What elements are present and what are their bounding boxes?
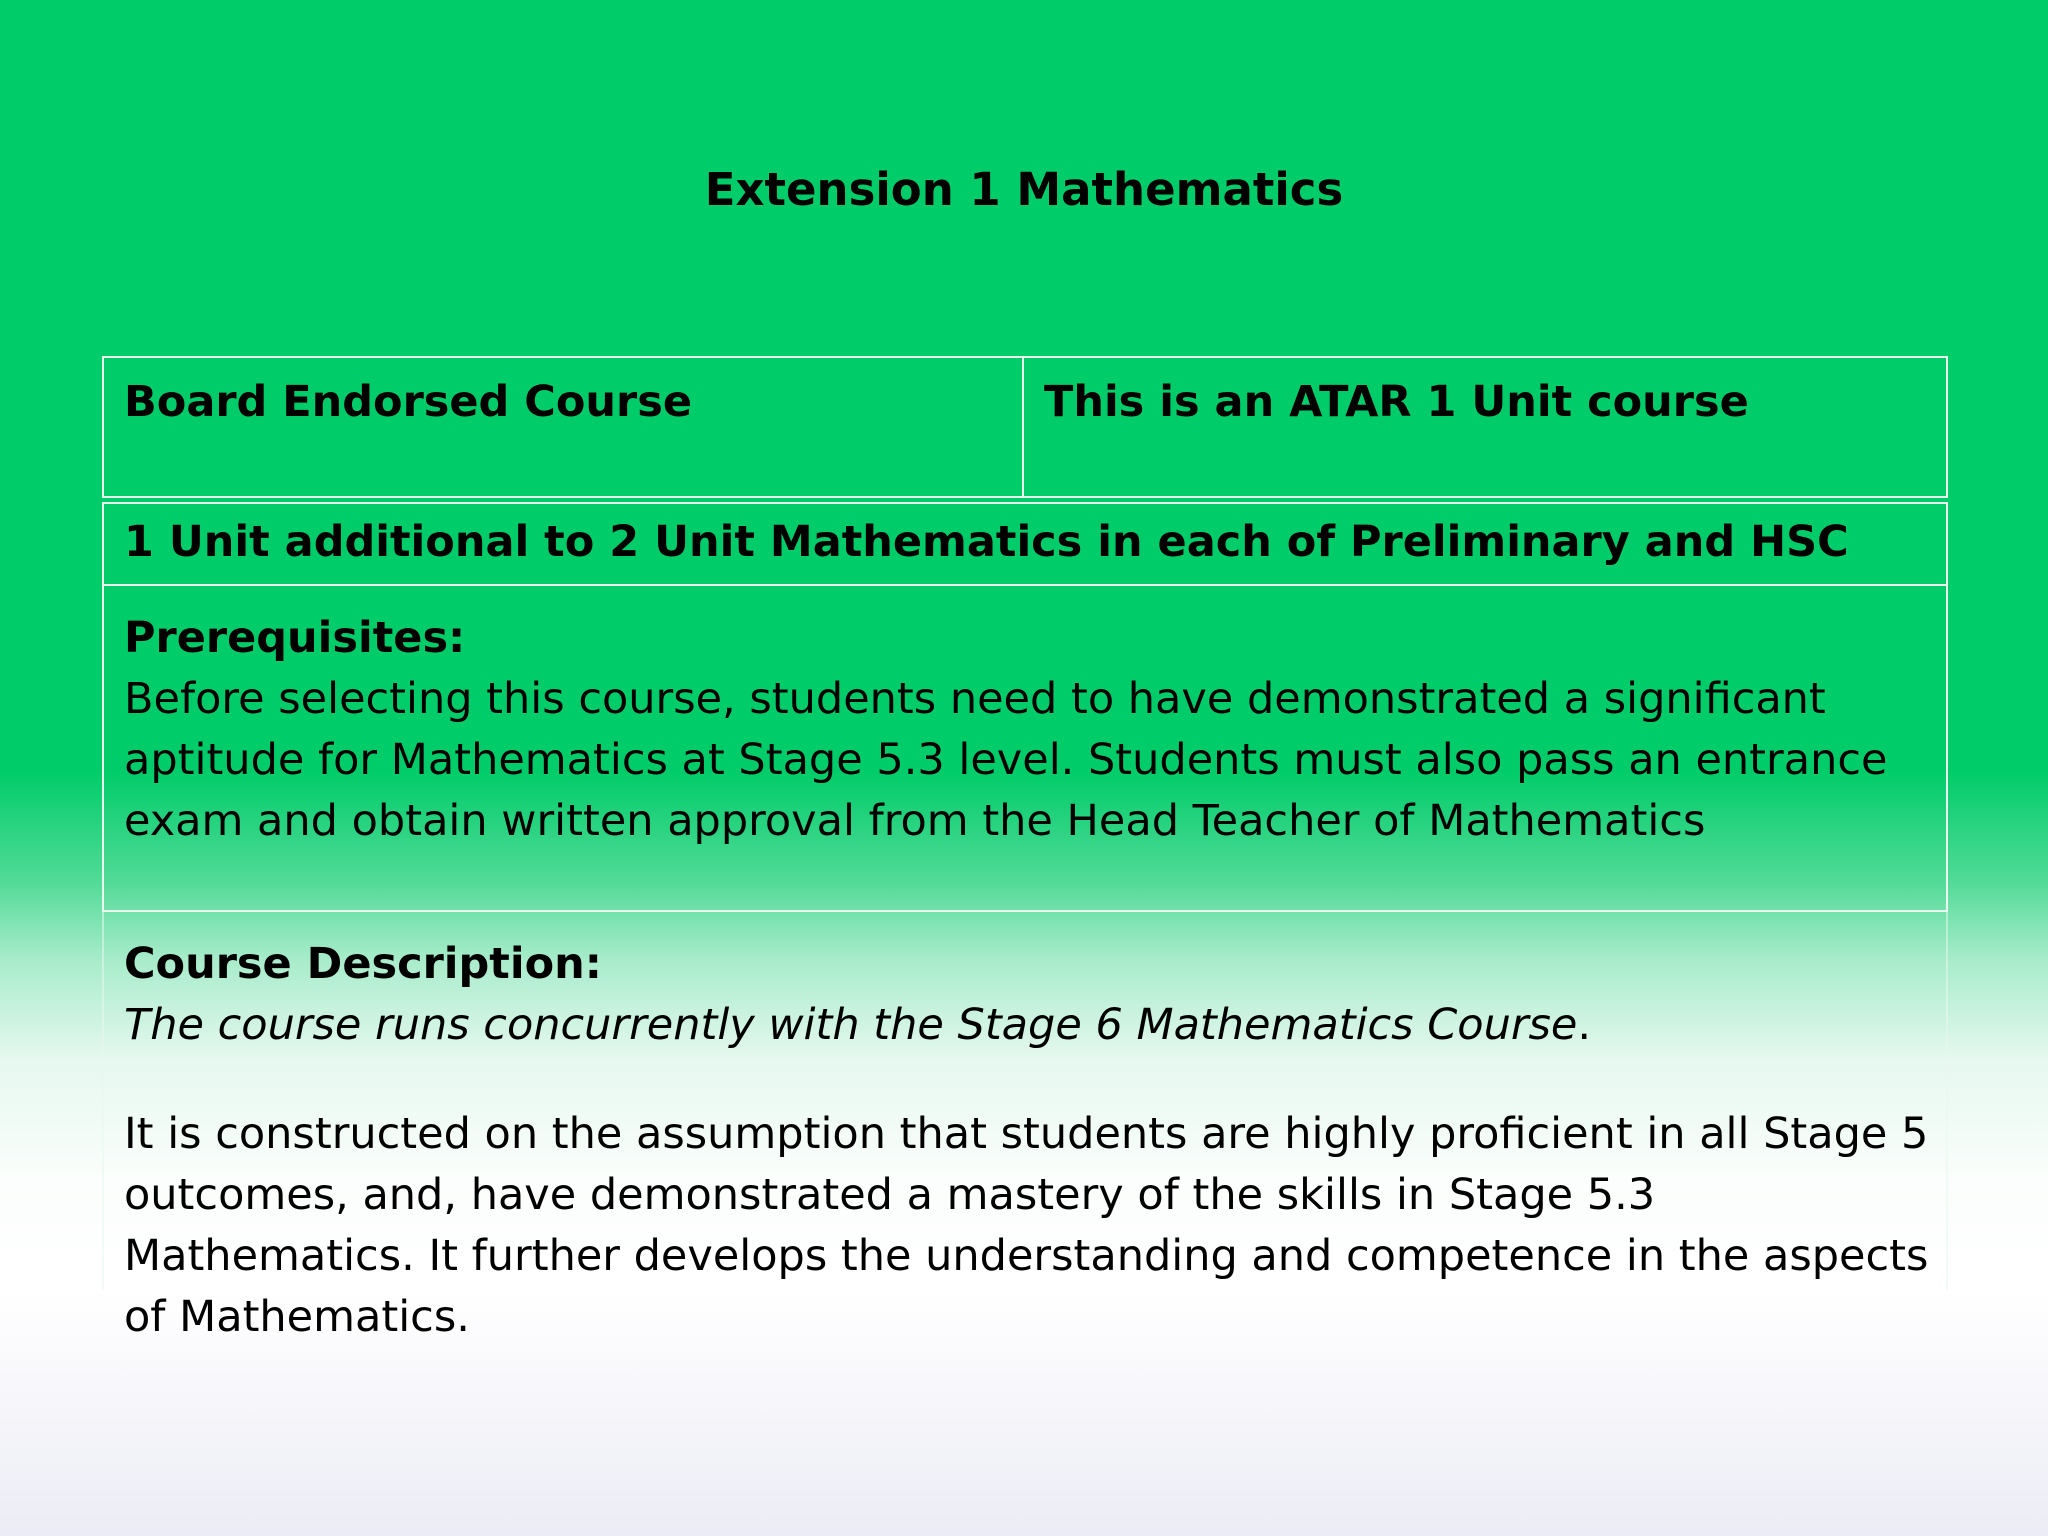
course-description-heading: Course Description: (124, 939, 602, 989)
board-endorsed-cell (102, 356, 1024, 498)
prerequisites-text: Before selecting this course, students need to have demonstrated a significant aptitude for Mathematics at Stage 5.3 level. Students must also pass an entrance exam and obtain written approval from the Head Teacher of Mathematics (124, 674, 1888, 846)
prerequisites-heading: Prerequisites: (124, 613, 466, 663)
course-description-body-block (124, 1104, 1948, 1348)
course-description-body: It is constructed on the assumption that students are highly proficient in all Stage 5 outcomes, and, have demonstrated a mastery of the skills in Stage 5.3 Mathematics. It further develops the understanding and competence in the aspects of Mathematics. (124, 1109, 1929, 1342)
atar-unit-cell (1022, 356, 1948, 498)
course-description-intro-period: . (1577, 1000, 1592, 1050)
course-description-intro (124, 995, 1932, 1056)
course-description-intro-italic: The course runs concurrently with the Stage 6 Mathematics Course (124, 1000, 1578, 1050)
atar-unit-label: This is an ATAR 1 Unit course (1044, 377, 1749, 427)
units-note-cell (102, 502, 1948, 586)
prerequisites-cell (102, 584, 1948, 912)
units-note-text: 1 Unit additional to 2 Unit Mathematics in each of Preliminary and HSC (124, 517, 1849, 567)
board-endorsed-label: Board Endorsed Course (124, 377, 692, 427)
slide-title: Extension 1 Mathematics (704, 163, 1344, 216)
